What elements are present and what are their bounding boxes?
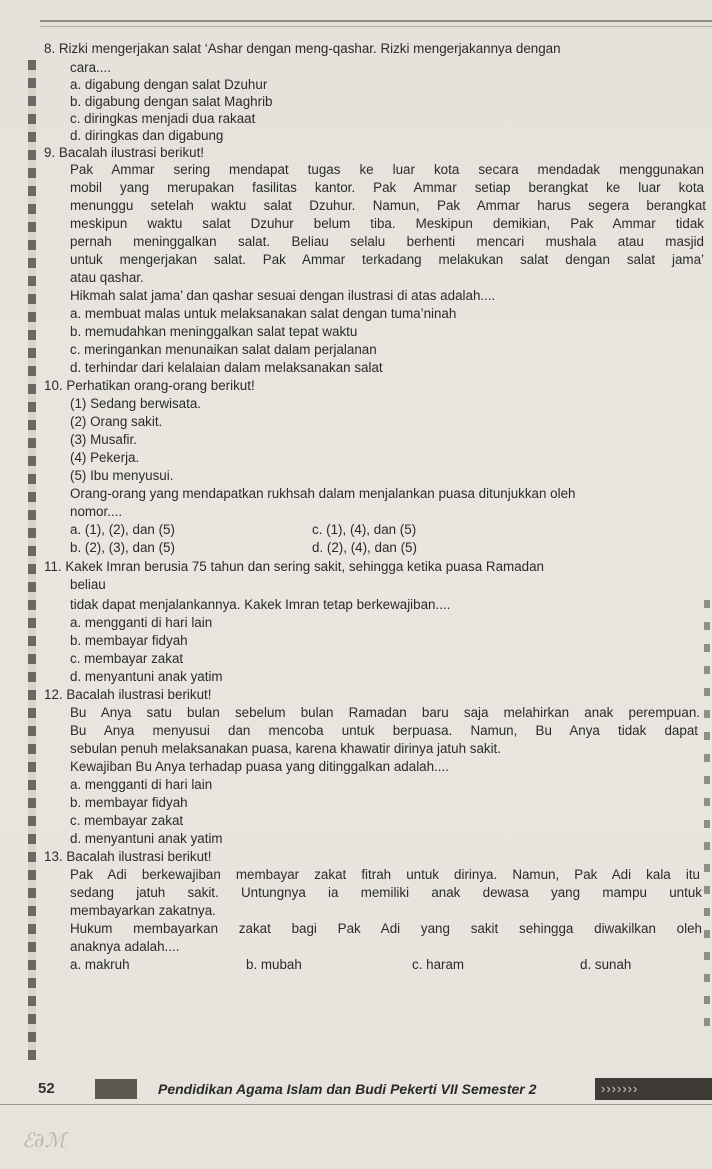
q9-para-line: menunggu setelah waktu salat Dzuhur. Namun, Pak Ammar harus segera berangkat <box>70 198 706 213</box>
q8-stem-cont: cara.... <box>70 60 111 75</box>
q9-para-line: meskipun waktu salat Dzuhur belum tiba. Meskipun demikian, Pak Ammar tidak <box>70 216 704 231</box>
q10-question: Orang-orang yang mendapatkan rukhsah dalam menjalankan puasa ditunjukkan oleh <box>70 486 576 501</box>
q12-para-line: sebulan penuh melaksanakan puasa, karena khawatir dirinya jatuh sakit. <box>70 741 501 756</box>
binding-edge-right <box>704 600 710 1040</box>
q12-question: Kewajiban Bu Anya terhadap puasa yang ditinggalkan adalah.... <box>70 759 449 774</box>
q13-question: Hukum membayarkan zakat bagi Pak Adi yang sakit sehingga diwakilkan oleh <box>70 921 702 936</box>
q9-para-line: untuk mengerjakan salat. Pak Ammar terkadang melakukan salat dengan salat jama’ <box>70 252 704 267</box>
q10-item: (5) Ibu menyusui. <box>70 468 174 483</box>
q9-para-line: atau qashar. <box>70 270 144 285</box>
q10-item: (4) Pekerja. <box>70 450 140 465</box>
q9-option-a: a. membuat malas untuk melaksanakan salat dengan tuma’ninah <box>70 306 457 321</box>
q12-option-c: c. membayar zakat <box>70 813 184 828</box>
q10-option-d: d. (2), (4), dan (5) <box>312 540 417 555</box>
q10-item: (2) Orang sakit. <box>70 414 163 429</box>
q11-stem-cont: tidak dapat menjalankannya. Kakek Imran tetap berkewajiban.... <box>70 597 451 612</box>
q9-para-line: mobil yang merupakan fasilitas kantor. Pak Ammar setiap berangkat ke luar kota <box>70 180 704 195</box>
q8-option-d: d. diringkas dan digabung <box>70 128 224 143</box>
q9-para-line: Pak Ammar sering mendapat tugas ke luar kota secara mendadak menggunakan <box>70 162 704 177</box>
q13-heading: 13. Bacalah ilustrasi berikut! <box>44 849 212 864</box>
binding-edge <box>28 60 36 1060</box>
q12-option-b: b. membayar fidyah <box>70 795 188 810</box>
q12-para-line: Bu Anya menyusui dan mencoba untuk berpuasa. Namun, Bu Anya tidak dapat <box>70 723 698 738</box>
q11-option-b: b. membayar fidyah <box>70 633 188 648</box>
q9-option-d: d. terhindar dari kelalaian dalam melaksanakan salat <box>70 360 383 375</box>
q10-option-c: c. (1), (4), dan (5) <box>312 522 417 537</box>
footer-book-title: Pendidikan Agama Islam dan Budi Pekerti VII Semester 2 <box>158 1081 537 1097</box>
q13-option-c: c. haram <box>412 957 465 972</box>
pencil-scribble: ℰ∂ℳ <box>22 1128 66 1152</box>
q12-option-d: d. menyantuni anak yatim <box>70 831 223 846</box>
top-rule-thin <box>40 26 712 27</box>
footer-arrows-icon: ››››››› <box>595 1078 712 1100</box>
q9-option-c: c. meringankan menunaikan salat dalam perjalanan <box>70 342 377 357</box>
q10-option-a: a. (1), (2), dan (5) <box>70 522 175 537</box>
q13-para-line: membayarkan zakatnya. <box>70 903 216 918</box>
q11-option-d: d. menyantuni anak yatim <box>70 669 223 684</box>
q8-option-b: b. digabung dengan salat Maghrib <box>70 94 273 109</box>
q13-option-a: a. makruh <box>70 957 130 972</box>
footer-rule <box>0 1104 712 1105</box>
q10-item: (1) Sedang berwisata. <box>70 396 202 411</box>
q12-option-a: a. mengganti di hari lain <box>70 777 213 792</box>
q9-para-line: pernah meninggalkan salat. Beliau selalu berhenti mencari mushala atau masjid <box>70 234 704 249</box>
q11-stem-cont: beliau <box>70 577 106 592</box>
q11-option-a: a. mengganti di hari lain <box>70 615 213 630</box>
page-number: 52 <box>38 1080 55 1097</box>
q11-stem: 11. Kakek Imran berusia 75 tahun dan sering sakit, sehingga ketika puasa Ramadan <box>44 559 544 574</box>
q10-heading: 10. Perhatikan orang-orang berikut! <box>44 378 255 393</box>
q8-option-a: a. digabung dengan salat Dzuhur <box>70 77 268 92</box>
q8-option-c: c. diringkas menjadi dua rakaat <box>70 111 256 126</box>
q8-stem: 8. Rizki mengerjakan salat ‘Ashar dengan meng-qashar. Rizki mengerjakannya dengan <box>44 41 561 56</box>
q12-heading: 12. Bacalah ilustrasi berikut! <box>44 687 212 702</box>
top-rule <box>40 20 712 22</box>
q12-para-line: Bu Anya satu bulan sebelum bulan Ramadan baru saja melahirkan anak perempuan. <box>70 705 700 720</box>
q13-option-d: d. sunah <box>580 957 632 972</box>
q11-option-c: c. membayar zakat <box>70 651 184 666</box>
q10-item: (3) Musafir. <box>70 432 137 447</box>
q13-option-b: b. mubah <box>246 957 302 972</box>
q10-question-cont: nomor.... <box>70 504 123 519</box>
footer-decoration <box>95 1079 137 1099</box>
q9-heading: 9. Bacalah ilustrasi berikut! <box>44 145 205 160</box>
q13-para-line: Pak Adi berkewajiban membayar zakat fitrah untuk dirinya. Namun, Pak Adi kala itu <box>70 867 700 882</box>
q9-option-b: b. memudahkan meninggalkan salat tepat waktu <box>70 324 358 339</box>
q13-para-line: sedang jatuh sakit. Untungnya ia memiliki anak dewasa yang mampu untuk <box>70 885 702 900</box>
q13-question-cont: anaknya adalah.... <box>70 939 180 954</box>
q9-question: Hikmah salat jama’ dan qashar sesuai dengan ilustrasi di atas adalah.... <box>70 288 496 303</box>
q10-option-b: b. (2), (3), dan (5) <box>70 540 175 555</box>
